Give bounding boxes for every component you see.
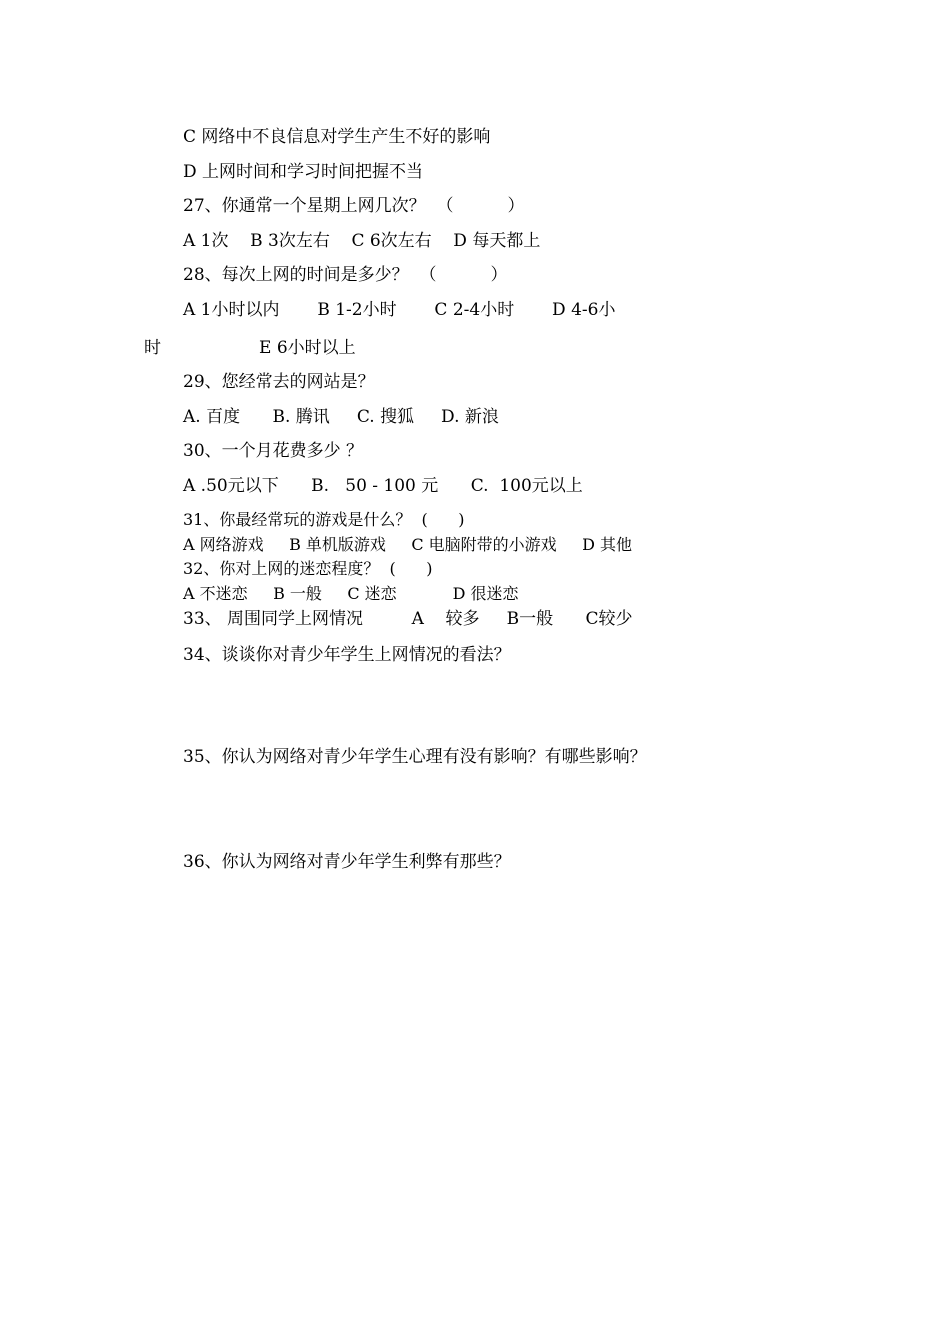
question-28-option-e: E 6小时以上 bbox=[259, 338, 356, 358]
question-28-options: A 1小时以内 B 1-2小时 C 2-4小时 D 4-6小 bbox=[183, 300, 616, 320]
question-30-options: A .50元以下 B. 50 - 100 元 C. 100元以上 bbox=[183, 476, 583, 496]
question-31: 31、你最经常玩的游戏是什么？ ( ) bbox=[183, 510, 465, 529]
question-29-options: A. 百度 B. 腾讯 C. 搜狐 D. 新浪 bbox=[183, 407, 499, 427]
question-33: 33、 周围同学上网情况 A 较多 B一般 C较少 bbox=[183, 609, 633, 629]
question-31-options: A 网络游戏 B 单机版游戏 C 电脑附带的小游戏 D 其他 bbox=[183, 535, 633, 554]
option-c-harmful-info: C 网络中不良信息对学生产生不好的影响 bbox=[183, 127, 491, 147]
question-34: 34、谈谈你对青少年学生上网情况的看法？ bbox=[183, 645, 511, 665]
question-29: 29、您经常去的网站是？ bbox=[183, 372, 375, 392]
question-35: 35、你认为网络对青少年学生心理有没有影响？有哪些影响？ bbox=[183, 747, 647, 767]
question-30: 30、一个月花费多少 ？ bbox=[183, 441, 364, 461]
question-32-options: A 不迷恋 B 一般 C 迷恋 D 很迷恋 bbox=[183, 584, 519, 603]
question-27-options: A 1次 B 3次左右 C 6次左右 D 每天都上 bbox=[183, 231, 541, 251]
option-d-time-management: D 上网时间和学习时间把握不当 bbox=[183, 162, 424, 182]
question-27: 27、你通常一个星期上网几次？ （ ） bbox=[183, 196, 525, 216]
question-28: 28、每次上网的时间是多少？ （ ） bbox=[183, 265, 508, 285]
question-32: 32、你对上网的迷恋程度？ ( ) bbox=[183, 559, 433, 578]
question-36: 36、你认为网络对青少年学生利弊有那些？ bbox=[183, 852, 511, 872]
question-28-options-wrap: 时 bbox=[144, 338, 161, 358]
